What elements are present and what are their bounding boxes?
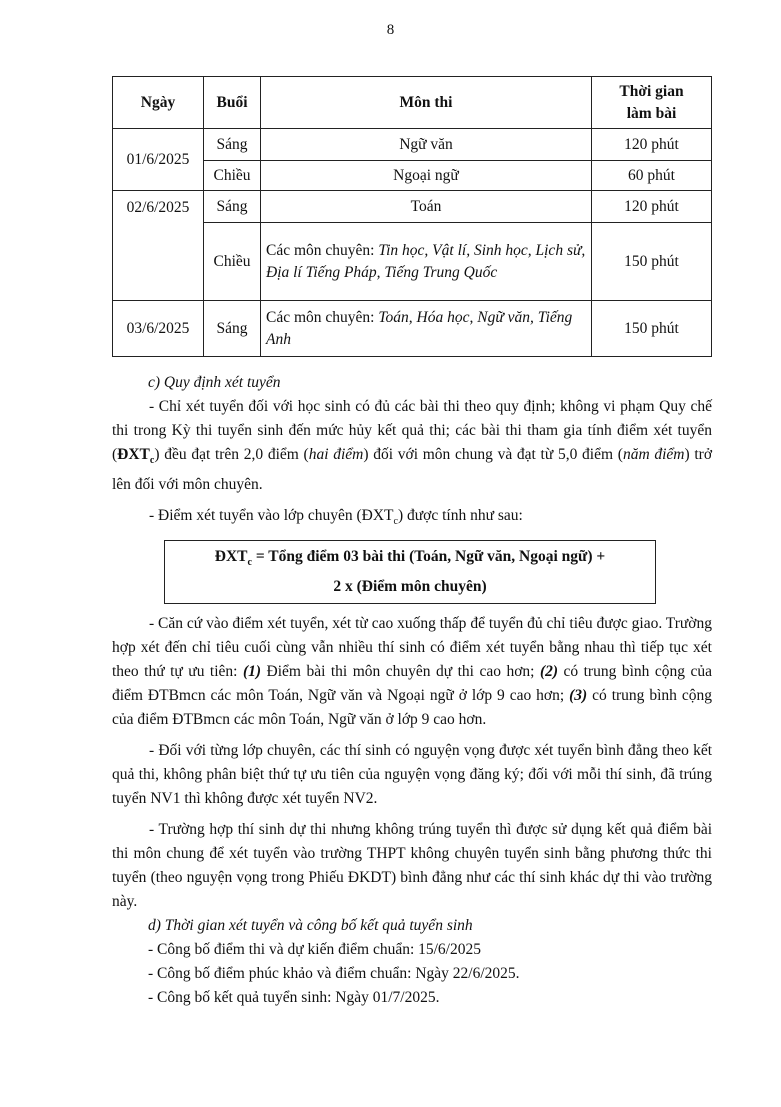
text-span: ) đối với môn chung và đạt từ 5,0 điểm (	[363, 446, 623, 463]
paragraph-priority	[112, 612, 712, 732]
table-row	[113, 301, 712, 357]
text-span: - Điểm xét tuyển vào lớp chuyên (ĐXT	[149, 507, 394, 525]
text-span: - Chỉ xét tuyển đối với học sinh có đủ các bài thi theo quy định; không vi phạm Quy chế thi trong Kỳ thi tuyển sinh đến mức hủy kết quả thi; các bài thi tham gia tính điểm xét tuyển (	[112, 398, 712, 463]
formula-text: ĐXT	[214, 548, 248, 566]
text-span: - Căn cứ vào điểm xét tuyển, xét từ cao xuống thấp để tuyển đủ chỉ tiêu được giao. Trường hợp xét đến chỉ tiêu cuối cùng vẫn nhiều thí sinh có điểm xét tuyển bằng nhau thì tiếp tục xét theo thứ tự ưu tiên:	[112, 615, 712, 681]
session-cell: Chiều	[204, 161, 261, 191]
time-cell: 150 phút	[592, 301, 712, 357]
session-cell: Sáng	[204, 191, 261, 223]
subject-cell	[261, 301, 592, 357]
text-span: ) được tính như sau:	[397, 507, 523, 525]
text-bold-italic: (3)	[569, 687, 588, 705]
day-cell: 02/6/2025	[113, 191, 204, 301]
section-c-heading: c) Quy định xét tuyển	[148, 374, 281, 391]
text-bold-italic: (1)	[242, 663, 262, 681]
list-item: - Công bố kết quả tuyển sinh: Ngày 01/7/2025.	[148, 989, 440, 1007]
header-time-line2: làm bài	[626, 104, 677, 122]
session-cell: Sáng	[204, 129, 261, 161]
subject-list: Tin học, Vật lí, Sinh học, Lịch sử, Địa lí Tiếng Pháp, Tiếng Trung Quốc	[266, 241, 586, 281]
text-bold-italic: (2)	[539, 663, 559, 681]
section-d-heading: d) Thời gian xét tuyển và công bố kết quả tuyển sinh	[148, 917, 473, 935]
formula-box	[164, 540, 656, 604]
time-cell: 120 phút	[592, 191, 712, 223]
header-session: Buổi	[204, 77, 261, 129]
text-italic: năm điểm	[622, 446, 685, 463]
formula-subscript: c	[247, 557, 252, 569]
paragraph-equal-consideration: - Đối với từng lớp chuyên, các thí sinh có nguyện vọng được xét tuyển bình đẳng theo kết quả thi, không phân biệt thứ tự ưu tiên của nguyện vọng đăng ký; đối với mỗi thí sinh, đã trúng tuyển NV1 thì không được xét tuyển NV2.	[112, 742, 712, 808]
text-bold: ĐXT	[117, 446, 150, 463]
subject-cell: Ngữ văn	[261, 129, 592, 161]
table-row	[113, 129, 712, 161]
day-cell: 01/6/2025	[113, 129, 204, 191]
session-cell: Chiều	[204, 223, 261, 301]
time-cell: 120 phút	[592, 129, 712, 161]
paragraph-not-admitted: - Trường hợp thí sinh dự thi nhưng không trúng tuyển thì được sử dụng kết quả điểm bài thi môn chung để xét tuyển vào trường THPT không chuyên tuyển sinh bằng phương thức thi tuyển (theo nguyện vọng trong Phiếu ĐKDT) bình đẳng như các thí sinh khác dự thi vào trường này.	[112, 821, 712, 911]
subject-prefix: Các môn chuyên:	[266, 308, 379, 326]
text-span: có trung bình cộng của điểm ĐTBmcn các môn Toán, Ngữ văn và Ngoại ngữ ở lớp 9 cao hơn;	[112, 663, 712, 705]
list-item: - Công bố điểm thi và dự kiến điểm chuẩn: 15/6/2025	[148, 941, 481, 959]
paragraph-eligibility	[112, 395, 712, 497]
header-time	[592, 77, 712, 129]
text-span: ) trở lên đối với môn chuyên.	[112, 446, 713, 494]
subject-cell: Toán	[261, 191, 592, 223]
header-time-line1: Thời gian	[619, 82, 684, 100]
header-subject: Môn thi	[261, 77, 592, 129]
list-item: - Công bố điểm phúc khảo và điểm chuẩn: Ngày 22/6/2025.	[148, 965, 520, 983]
table-header-row	[113, 77, 712, 129]
text-subscript: c	[393, 516, 398, 528]
text-italic: hai điểm	[308, 446, 364, 463]
page-number: 8	[386, 22, 395, 38]
header-day: Ngày	[113, 77, 204, 129]
subject-list: Toán, Hóa học, Ngữ văn, Tiếng Anh	[266, 308, 573, 348]
time-cell: 60 phút	[592, 161, 712, 191]
table-row	[113, 191, 712, 223]
text-subscript: c	[149, 455, 155, 467]
subject-cell	[261, 223, 592, 301]
text-span: có trung bình cộng của điểm ĐTBmcn các môn Toán, Ngữ văn ở lớp 9 cao hơn.	[112, 687, 712, 729]
paragraph-formula-intro	[112, 504, 712, 534]
day-cell: 03/6/2025	[113, 301, 204, 357]
text-span: ) đều đạt trên 2,0 điểm (	[154, 446, 309, 463]
exam-schedule-table	[112, 76, 712, 357]
body-text	[112, 371, 712, 1010]
time-cell: 150 phút	[592, 223, 712, 301]
formula-text: = Tổng điểm 03 bài thi (Toán, Ngữ văn, Ngoại ngữ) +	[251, 548, 606, 566]
session-cell: Sáng	[204, 301, 261, 357]
text-span: Điểm bài thi môn chuyên dự thi cao hơn;	[261, 663, 540, 681]
subject-cell: Ngoại ngữ	[261, 161, 592, 191]
subject-prefix: Các môn chuyên:	[266, 241, 379, 259]
formula-text: 2 x (Điểm môn chuyên)	[333, 578, 487, 596]
